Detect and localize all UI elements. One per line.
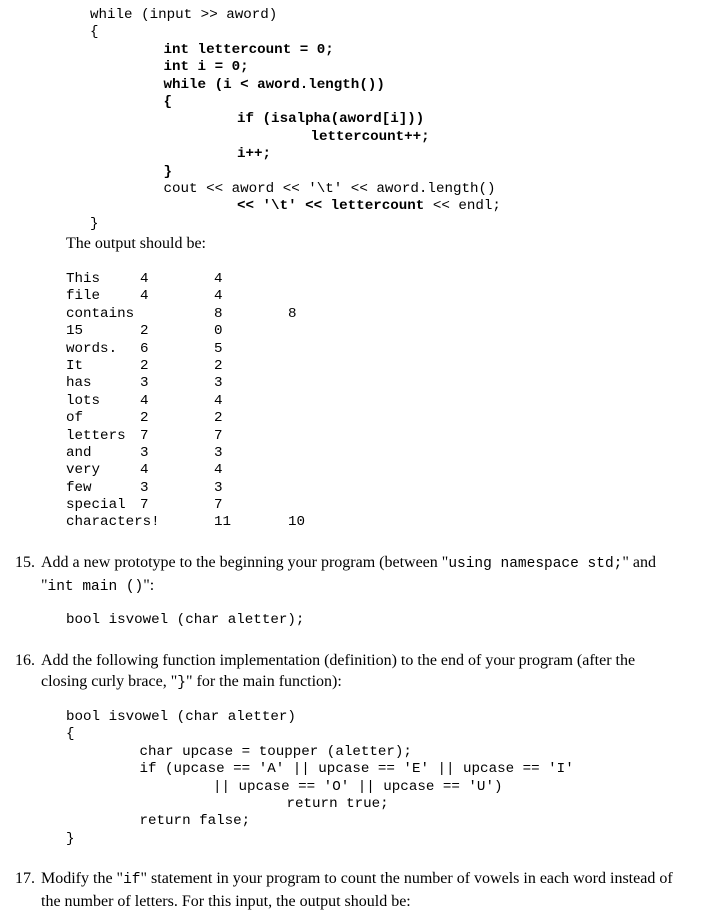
step-16-text-b: " for the main function): bbox=[185, 673, 342, 690]
step-16 bbox=[15, 650, 685, 694]
code-text: if (upcase == 'A' || upcase == 'E' || upcase == 'I' bbox=[139, 761, 574, 778]
step-17-text-a: Modify the " bbox=[41, 870, 124, 887]
output-row bbox=[66, 358, 366, 375]
output-cell-count: 11 bbox=[214, 514, 232, 531]
output-cell-len: 6 bbox=[140, 340, 149, 357]
code-line bbox=[90, 7, 501, 24]
output-row bbox=[66, 410, 366, 427]
code-line bbox=[66, 831, 574, 848]
code-line bbox=[90, 77, 501, 94]
code-text: { bbox=[163, 93, 173, 110]
code-text: } bbox=[163, 163, 173, 180]
output-cell-count: 4 bbox=[214, 392, 223, 409]
output-cell-word: and bbox=[66, 444, 92, 461]
code-line bbox=[90, 59, 501, 76]
code-text: i++; bbox=[237, 146, 272, 163]
code-text: } bbox=[66, 830, 75, 847]
output-row bbox=[66, 375, 366, 392]
output-cell-count: 8 bbox=[214, 305, 223, 322]
output-cell-count: 4 bbox=[214, 462, 223, 479]
step-15-code: bool isvowel (char aletter); bbox=[66, 612, 305, 628]
code-line bbox=[90, 24, 501, 41]
output-cell-len: 3 bbox=[140, 444, 149, 461]
output-cell-count: 2 bbox=[214, 410, 223, 427]
output-cell-count: 2 bbox=[214, 357, 223, 374]
output-cell-count: 4 bbox=[214, 271, 223, 287]
output-cell-word: few bbox=[66, 479, 92, 496]
code-line bbox=[90, 146, 501, 163]
output-cell-word: This bbox=[66, 271, 101, 287]
step-16-text-a: Add the following function implementation (definition) to the end of your program (after the closing curly brace, " bbox=[41, 652, 636, 690]
code-text: char upcase = toupper (aletter); bbox=[139, 743, 412, 760]
code-line bbox=[66, 761, 574, 778]
output-cell-len: 4 bbox=[140, 288, 149, 305]
code-text: while (i < aword.length()) bbox=[163, 76, 385, 93]
code-text: while (input >> aword) bbox=[90, 7, 278, 23]
step-17-text-b: " statement in your program to count the number of vowels in each word instead of the number of letters. For this input, the output should be: bbox=[41, 870, 673, 910]
code-text: return false; bbox=[139, 813, 251, 830]
output-row bbox=[66, 497, 366, 514]
code-line bbox=[66, 796, 574, 813]
code-line bbox=[66, 726, 574, 743]
step-15-text-a: Add a new prototype to the beginning your program (between " bbox=[41, 554, 449, 571]
output-row bbox=[66, 288, 366, 305]
code-segment: << '\t' << lettercount bbox=[237, 198, 425, 215]
output-cell-count: 7 bbox=[214, 427, 223, 444]
step-17 bbox=[15, 868, 685, 912]
code-text: lettercount++; bbox=[310, 128, 430, 145]
code-line bbox=[90, 94, 501, 111]
output-cell-word: It bbox=[66, 357, 84, 374]
code-text: int i = 0; bbox=[163, 59, 249, 76]
output-cell-count: 5 bbox=[214, 340, 223, 357]
output-table bbox=[66, 271, 366, 532]
output-cell-extra: 8 bbox=[288, 305, 297, 322]
output-intro-text: The output should be: bbox=[66, 235, 206, 252]
step-16-code-a: } bbox=[177, 675, 186, 691]
output-cell-len: 4 bbox=[140, 462, 149, 479]
code-line bbox=[90, 198, 501, 215]
code-line bbox=[90, 42, 501, 59]
code-line bbox=[90, 164, 501, 181]
step-15-number: 15. bbox=[15, 554, 35, 571]
code-text: { bbox=[66, 726, 75, 743]
output-row bbox=[66, 462, 366, 479]
output-cell-count: 7 bbox=[214, 497, 223, 514]
code-line bbox=[66, 813, 574, 830]
output-cell-len: 3 bbox=[140, 479, 149, 496]
code-block-isvowel bbox=[66, 709, 574, 848]
code-text: if (isalpha(aword[i])) bbox=[237, 111, 425, 128]
output-row bbox=[66, 428, 366, 445]
code-line bbox=[66, 709, 574, 726]
output-cell-len: 2 bbox=[140, 323, 149, 340]
output-row bbox=[66, 306, 366, 323]
output-row bbox=[66, 445, 366, 462]
output-cell-count: 4 bbox=[214, 288, 223, 305]
output-cell-len: 7 bbox=[140, 427, 149, 444]
output-cell-extra: 10 bbox=[288, 514, 306, 531]
step-17-number: 17. bbox=[15, 870, 35, 887]
output-cell-word: characters! bbox=[66, 514, 160, 531]
output-row bbox=[66, 341, 366, 358]
code-line bbox=[90, 129, 501, 146]
output-cell-word: letters bbox=[66, 427, 126, 444]
code-line bbox=[90, 216, 501, 233]
output-cell-len: 4 bbox=[140, 271, 149, 287]
output-row bbox=[66, 480, 366, 497]
code-text: cout << aword << '\t' << aword.length() bbox=[163, 180, 496, 197]
code-text: bool isvowel (char aletter) bbox=[66, 709, 296, 725]
code-block-loop bbox=[90, 7, 501, 233]
step-15-text-b: " and " bbox=[41, 554, 656, 594]
code-line bbox=[90, 181, 501, 198]
step-15-code-a: using namespace std; bbox=[448, 556, 623, 572]
output-cell-count: 3 bbox=[214, 479, 223, 496]
output-cell-word: of bbox=[66, 410, 84, 427]
code-line bbox=[66, 744, 574, 761]
code-line bbox=[66, 779, 574, 796]
code-segment: << endl; bbox=[424, 198, 501, 215]
step-15 bbox=[15, 552, 685, 598]
output-cell-word: 15 bbox=[66, 323, 84, 340]
output-cell-word: file bbox=[66, 288, 101, 305]
step-17-code-a: if bbox=[123, 872, 141, 888]
output-cell-len: 3 bbox=[140, 375, 149, 392]
code-text: || upcase == 'O' || upcase == 'U') bbox=[213, 778, 503, 795]
step-15-text-c: ": bbox=[143, 577, 155, 594]
output-cell-word: words. bbox=[66, 340, 118, 357]
output-cell-len: 7 bbox=[140, 497, 149, 514]
output-row bbox=[66, 393, 366, 410]
output-cell-word: lots bbox=[66, 392, 101, 409]
output-cell-word: contains bbox=[66, 305, 135, 322]
output-row bbox=[66, 514, 366, 531]
output-cell-count: 3 bbox=[214, 375, 223, 392]
output-cell-word: special bbox=[66, 497, 126, 514]
output-row bbox=[66, 271, 366, 288]
output-cell-count: 0 bbox=[214, 323, 223, 340]
output-cell-word: very bbox=[66, 462, 101, 479]
step-15-code-b: int main () bbox=[47, 579, 144, 595]
output-cell-word: has bbox=[66, 375, 92, 392]
step-16-number: 16. bbox=[15, 652, 35, 669]
code-text: int lettercount = 0; bbox=[163, 41, 334, 58]
code-text: { bbox=[90, 24, 99, 41]
output-row bbox=[66, 323, 366, 340]
output-cell-count: 3 bbox=[214, 444, 223, 461]
output-cell-len: 2 bbox=[140, 357, 149, 374]
output-cell-len: 2 bbox=[140, 410, 149, 427]
output-cell-len: 4 bbox=[140, 392, 149, 409]
code-text: return true; bbox=[286, 795, 389, 812]
code-text: } bbox=[90, 215, 99, 232]
code-line bbox=[90, 111, 501, 128]
